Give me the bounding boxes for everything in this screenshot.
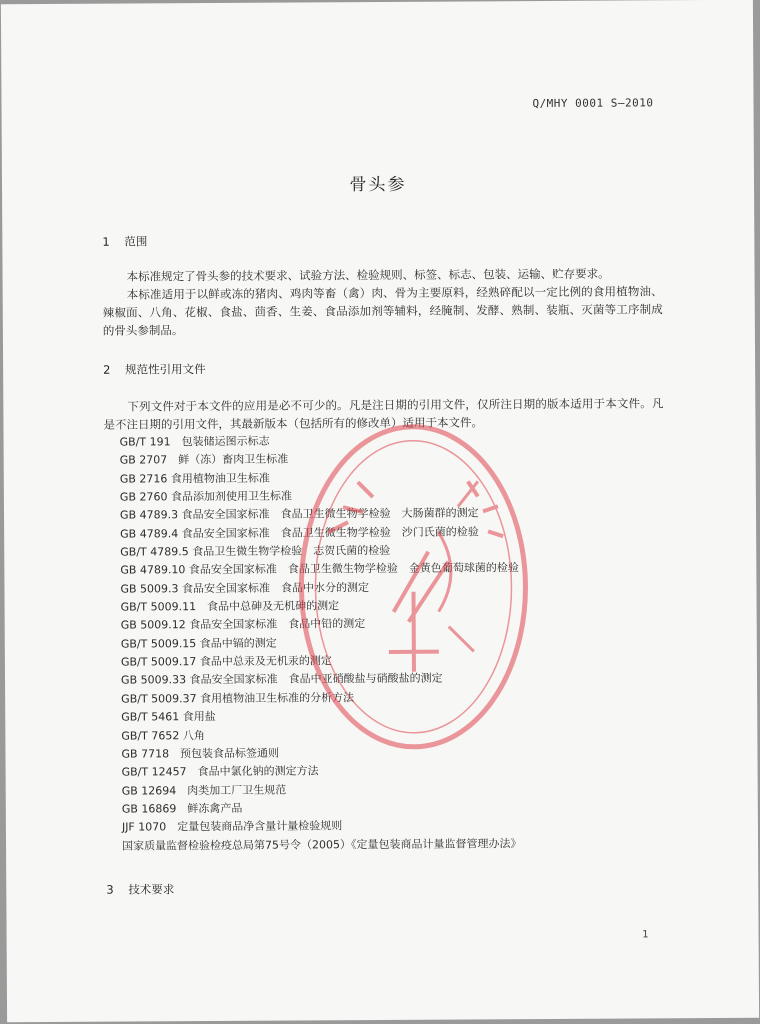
reference-item: GB 16869 鲜冻禽产品 <box>121 801 243 816</box>
reference-item: GB 5009.12 食品安全国家标准 食品中铅的测定 <box>120 617 366 633</box>
reference-item: 国家质量监督检验检疫总局第75号令（2005）《定量包装商品计量监督管理办法》 <box>121 836 522 853</box>
section-number: 2 <box>103 362 111 377</box>
reference-item: GB/T 12457 食品中氯化钠的测定方法 <box>121 764 319 779</box>
reference-item: GB 12694 肉类加工厂卫生规范 <box>121 783 287 798</box>
reference-item: GB 4789.3 食品安全国家标准 食品卫生微生物学检验 大肠菌群的测定 <box>119 506 479 522</box>
reference-item: JJF 1070 定量包装商品净含量计量检验规则 <box>121 819 343 834</box>
references-intro-text: 下列文件对于本文件的应用是必不可少的。凡是注日期的引用文件，仅所注日期的版本适用于本文件。凡是不注日期的引用文件，其最新版本（包括所有的修改单）适用于本文件。 <box>103 396 664 432</box>
scope-paragraph: 本标准规定了骨头参的技术要求、试验方法、检验规则、标签、标志、包装、运输、贮存要求。 <box>126 266 610 284</box>
page-title: 骨头参 <box>349 174 407 196</box>
reference-item: GB 2716 食用植物油卫生标准 <box>119 471 270 486</box>
reference-item: GB 5009.33 食品安全国家标准 食品中亚硝酸盐与硝酸盐的测定 <box>120 672 443 688</box>
section-title: 范围 <box>124 234 148 249</box>
section-heading-references <box>103 361 206 378</box>
reference-item: GB/T 5009.17 食品中总汞及无机汞的测定 <box>120 654 332 669</box>
reference-item: GB 5009.3 食品安全国家标准 食品中水分的测定 <box>120 580 370 596</box>
reference-item: GB/T 5009.15 食品中镉的测定 <box>120 636 277 651</box>
document-code: Q/MHY 0001 S—2010 <box>532 96 654 111</box>
document-page <box>1 0 759 1022</box>
reference-item: GB/T 7652 八角 <box>121 728 205 743</box>
section-title: 技术要求 <box>128 882 175 897</box>
section-heading-technical <box>106 881 174 897</box>
reference-item: GB/T 5009.11 食品中总砷及无机砷的测定 <box>120 599 340 614</box>
reference-item: GB 2760 食品添加剂使用卫生标准 <box>119 489 293 504</box>
reference-item: GB/T 5461 食用盐 <box>121 710 216 724</box>
reference-item: GB/T 4789.5 食品卫生微生物学检验 志贺氏菌的检验 <box>120 544 391 559</box>
scope-paragraph: 本标准适用于以鲜或冻的猪肉、鸡肉等畜（禽）肉、骨为主要原料，经熟碎配以一定比例的食用植物油、辣椒面、八角、花椒、食盐、茴香、生姜、食品添加剂等辅料，经腌制、发酵、熟制、装瓶、灭菌等工序制成的骨头参制品。 <box>102 284 663 338</box>
reference-item: GB 4789.10 食品安全国家标准 食品卫生微生物学检验 金黄色葡萄球菌的检验 <box>120 561 519 577</box>
reference-list <box>120 431 522 855</box>
section-number: 1 <box>102 234 110 249</box>
reference-item: GB 2707 鲜（冻）畜肉卫生标准 <box>119 452 289 467</box>
references-intro <box>103 394 663 433</box>
reference-item: GB 4789.4 食品安全国家标准 食品卫生微生物学检验 沙门氏菌的检验 <box>120 525 479 541</box>
section-title: 规范性引用文件 <box>125 362 206 377</box>
page-number: 1 <box>642 929 649 941</box>
scope-text <box>103 264 663 339</box>
section-number: 3 <box>106 882 114 897</box>
reference-item: GB/T 191 包装储运图示标志 <box>119 434 270 449</box>
reference-item: GB/T 5009.37 食用植物油卫生标准的分析方法 <box>121 690 355 706</box>
section-heading-scope <box>102 233 147 249</box>
reference-item: GB 7718 预包装食品标签通则 <box>121 746 280 761</box>
